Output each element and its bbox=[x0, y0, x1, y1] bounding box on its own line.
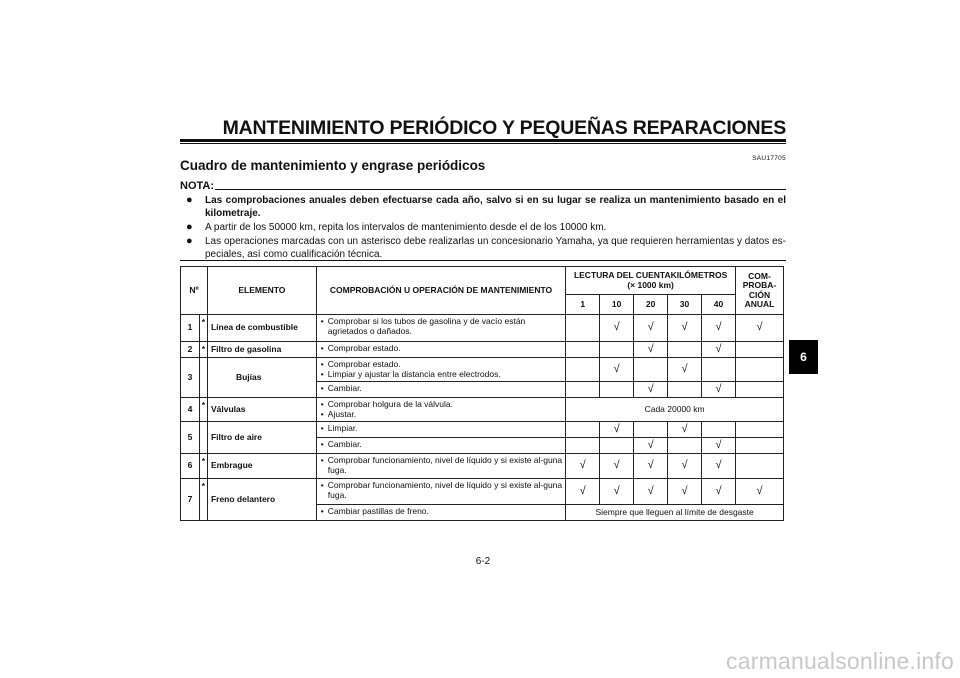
page-title: MANTENIMIENTO PERIÓDICO Y PEQUEÑAS REPARACIONES bbox=[222, 117, 786, 139]
table-row bbox=[181, 422, 784, 438]
check-mark-icon: √ bbox=[735, 315, 783, 342]
bullet-icon: ● bbox=[186, 194, 193, 206]
check-mark-icon: √ bbox=[668, 422, 702, 438]
row-operation: • Comprobar estado. • Limpiar y ajustar la distancia entre electrodos. bbox=[316, 358, 565, 382]
asterisk-mark: * bbox=[199, 479, 207, 521]
row-element: Filtro de gasolina bbox=[207, 342, 316, 358]
check-cell bbox=[566, 358, 600, 382]
row-number: 5 bbox=[181, 422, 200, 454]
row-element: Bujías bbox=[207, 358, 316, 398]
row-number: 2 bbox=[181, 342, 200, 358]
check-cell bbox=[600, 382, 634, 398]
header-operation: COMPROBACIÓN U OPERACIÓN DE MANTENIMIENTO bbox=[316, 267, 565, 315]
row-number: 3 bbox=[181, 358, 200, 398]
nota-label: NOTA: bbox=[180, 180, 215, 192]
check-cell bbox=[668, 438, 702, 454]
asterisk-mark: * bbox=[199, 454, 207, 479]
header-num: Nº bbox=[181, 267, 208, 315]
asterisk-mark bbox=[199, 358, 207, 398]
title-rule bbox=[180, 139, 786, 142]
header-km-20: 20 bbox=[634, 295, 668, 315]
check-cell bbox=[668, 382, 702, 398]
check-cell bbox=[735, 342, 783, 358]
row-operation: • Limpiar. bbox=[316, 422, 565, 438]
asterisk-mark: * bbox=[199, 315, 207, 342]
interval-note: Cada 20000 km bbox=[566, 398, 784, 422]
check-mark-icon: √ bbox=[600, 422, 634, 438]
check-mark-icon: √ bbox=[600, 454, 634, 479]
check-cell bbox=[634, 358, 668, 382]
asterisk-mark: * bbox=[199, 342, 207, 358]
page-number: 6-2 bbox=[475, 556, 491, 567]
chapter-tab: 6 bbox=[789, 340, 818, 374]
check-mark-icon: √ bbox=[634, 479, 668, 505]
check-mark-icon: √ bbox=[634, 438, 668, 454]
check-cell bbox=[702, 422, 736, 438]
check-cell bbox=[566, 382, 600, 398]
check-mark-icon: √ bbox=[566, 454, 600, 479]
table-row bbox=[181, 315, 784, 342]
check-mark-icon: √ bbox=[600, 479, 634, 505]
check-cell bbox=[600, 342, 634, 358]
nota-rule bbox=[215, 189, 786, 190]
table-row bbox=[181, 358, 784, 382]
header-km-30: 30 bbox=[668, 295, 702, 315]
check-cell bbox=[566, 422, 600, 438]
bullet-icon: ● bbox=[186, 235, 193, 247]
check-mark-icon: √ bbox=[702, 342, 736, 358]
header-odometer: LECTURA DEL CUENTAKILÓMETROS (× 1000 km) bbox=[566, 267, 736, 295]
check-cell bbox=[735, 422, 783, 438]
row-operation: • Comprobar funcionamiento, nivel de líquido y si existe al-guna fuga. bbox=[316, 454, 565, 479]
check-cell bbox=[702, 358, 736, 382]
row-operation: • Cambiar pastillas de freno. bbox=[316, 505, 565, 521]
maintenance-table bbox=[180, 266, 784, 521]
header-annual: COM-PROBA-CIÓN ANUAL bbox=[735, 267, 783, 315]
row-operation: • Cambiar. bbox=[316, 438, 565, 454]
check-mark-icon: √ bbox=[735, 479, 783, 505]
check-mark-icon: √ bbox=[702, 454, 736, 479]
bullet-icon: ● bbox=[186, 221, 193, 233]
check-cell bbox=[668, 342, 702, 358]
check-mark-icon: √ bbox=[600, 358, 634, 382]
header-km-40: 40 bbox=[702, 295, 736, 315]
row-operation: • Comprobar estado. bbox=[316, 342, 565, 358]
table-row bbox=[181, 479, 784, 505]
watermark: carmanualsonline.info bbox=[726, 648, 954, 674]
table-row bbox=[181, 342, 784, 358]
row-number: 1 bbox=[181, 315, 200, 342]
row-element: Válvulas bbox=[207, 398, 316, 422]
check-cell bbox=[735, 358, 783, 382]
check-mark-icon: √ bbox=[600, 315, 634, 342]
check-cell bbox=[735, 454, 783, 479]
table-row bbox=[181, 454, 784, 479]
row-element: Freno delantero bbox=[207, 479, 316, 521]
check-mark-icon: √ bbox=[668, 479, 702, 505]
notes-rule bbox=[180, 260, 786, 261]
row-operation: • Comprobar funcionamiento, nivel de líquido y si existe al-guna fuga. bbox=[316, 479, 565, 505]
row-operation: • Cambiar. bbox=[316, 382, 565, 398]
row-number: 4 bbox=[181, 398, 200, 422]
interval-note: Siempre que lleguen al límite de desgaste bbox=[566, 505, 784, 521]
nota-item: ● Las operaciones marcadas con un asterisco debe realizarlas un concesionario Yamaha, ya que requieren herramientas y datos es-peciales, así como cualificación técnica. bbox=[186, 235, 786, 260]
table-row bbox=[181, 398, 784, 422]
check-mark-icon: √ bbox=[702, 315, 736, 342]
row-number: 7 bbox=[181, 479, 200, 521]
nota-item: ● Las comprobaciones anuales deben efectuarse cada año, salvo si en su lugar se realiza un mantenimiento basado en el kilometraje. bbox=[186, 194, 786, 219]
check-mark-icon: √ bbox=[634, 342, 668, 358]
check-cell bbox=[634, 422, 668, 438]
row-number: 6 bbox=[181, 454, 200, 479]
row-operation: • Comprobar si los tubos de gasolina y de vacío están agrietados o dañados. bbox=[316, 315, 565, 342]
check-cell bbox=[735, 382, 783, 398]
check-cell bbox=[735, 438, 783, 454]
header-km-1: 1 bbox=[566, 295, 600, 315]
nota-list bbox=[186, 194, 786, 262]
section-heading: Cuadro de mantenimiento y engrase periódicos bbox=[180, 158, 486, 173]
row-operation: • Comprobar holgura de la válvula. • Ajustar. bbox=[316, 398, 565, 422]
check-cell bbox=[566, 342, 600, 358]
check-mark-icon: √ bbox=[668, 315, 702, 342]
title-rule-thin bbox=[180, 143, 786, 144]
header-km-10: 10 bbox=[600, 295, 634, 315]
check-mark-icon: √ bbox=[702, 382, 736, 398]
check-cell bbox=[600, 438, 634, 454]
check-mark-icon: √ bbox=[634, 315, 668, 342]
header-element: ELEMENTO bbox=[207, 267, 316, 315]
row-element: Línea de combustible bbox=[207, 315, 316, 342]
check-cell bbox=[566, 315, 600, 342]
check-mark-icon: √ bbox=[668, 358, 702, 382]
asterisk-mark bbox=[199, 422, 207, 454]
nota-item: ● A partir de los 50000 km, repita los intervalos de mantenimiento desde el de los 10000 km. bbox=[186, 221, 607, 233]
check-mark-icon: √ bbox=[702, 479, 736, 505]
row-element: Embrague bbox=[207, 454, 316, 479]
document-code: SAU17705 bbox=[752, 155, 786, 162]
row-element: Filtro de aire bbox=[207, 422, 316, 454]
check-cell bbox=[566, 438, 600, 454]
check-mark-icon: √ bbox=[668, 454, 702, 479]
check-mark-icon: √ bbox=[702, 438, 736, 454]
check-mark-icon: √ bbox=[566, 479, 600, 505]
check-mark-icon: √ bbox=[634, 454, 668, 479]
asterisk-mark: * bbox=[199, 398, 207, 422]
check-mark-icon: √ bbox=[634, 382, 668, 398]
